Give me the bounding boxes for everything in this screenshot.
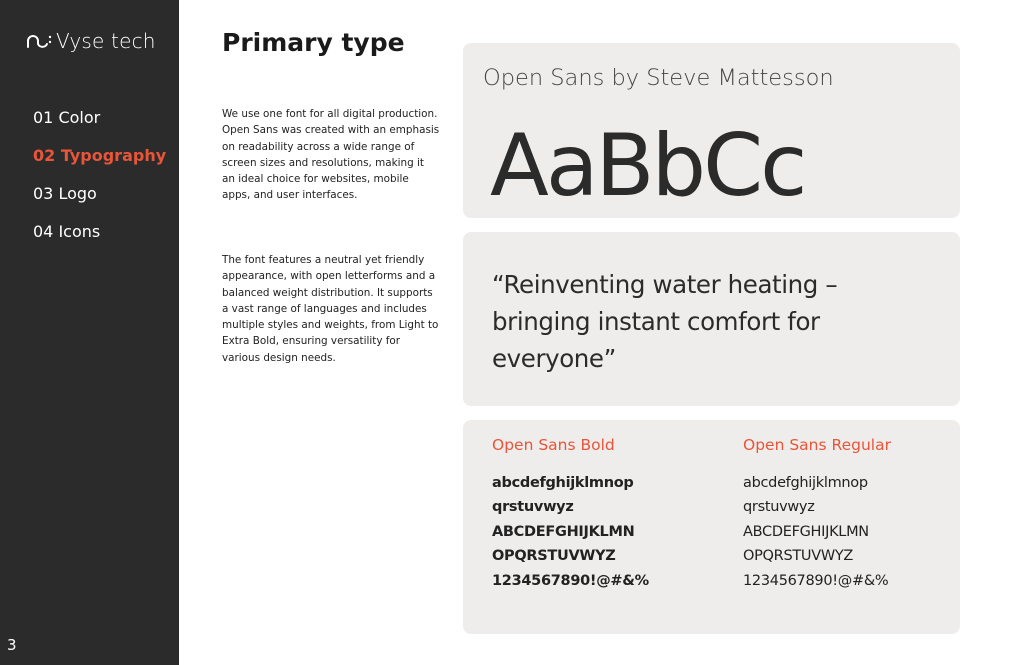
nav-item-icons[interactable]: 04 Icons (33, 222, 101, 241)
glyph-line: 1234567890!@#&% (743, 572, 889, 589)
bold-weight-title: Open Sans Bold (492, 436, 615, 454)
font-specimen: AaBbCc (490, 116, 805, 216)
brand-logo[interactable] (26, 29, 156, 53)
glyph-line: OPQRSTUVWYZ (743, 548, 854, 565)
quote-card (463, 232, 960, 406)
font-credit: Open Sans by Steve Mattesson (483, 65, 834, 91)
font-specimen-card (463, 43, 960, 218)
nav-item-typography[interactable]: 02 Typography (33, 146, 167, 165)
sidebar (0, 0, 179, 665)
details-paragraph: The font features a neutral yet friendly appearance, with open letterforms and a balanced weight distribution. It supports a vast range of languages and includes multiple styles and weights, from Light to Extra Bold, ensuring versatility for various design needs. (222, 254, 439, 364)
regular-weight-title: Open Sans Regular (743, 436, 891, 454)
glyph-line: abcdefghijklmnop (743, 475, 868, 491)
regular-glyph-column (743, 436, 891, 593)
glyph-line: qrstuvwyz (743, 499, 815, 516)
brand-name: Vyse tech (56, 29, 156, 53)
bold-glyph-column (492, 436, 649, 593)
glyph-line: ABCDEFGHIJKLMN (743, 523, 869, 540)
glyph-line: ABCDEFGHIJKLMN (492, 523, 635, 540)
nav-item-color[interactable]: 01 Color (33, 108, 101, 127)
glyph-set-card (463, 420, 960, 634)
brand-quote: “Reinventing water heating – bringing instant comfort for everyone” (492, 270, 838, 373)
page-number: 3 (7, 636, 17, 654)
wave-logo-icon (26, 32, 52, 50)
page-title: Primary type (222, 28, 405, 57)
glyph-line: 1234567890!@#&% (492, 572, 649, 589)
section-nav (33, 107, 166, 259)
glyph-line: qrstuvwyz (492, 499, 574, 516)
intro-paragraph: We use one font for all digital production. Open Sans was created with an emphasis on readability across a wide range of screen sizes and resolutions, making it an ideal choice for websites, mobile apps, and user interfaces. (222, 108, 440, 202)
glyph-line: OPQRSTUVWYZ (492, 548, 616, 565)
glyph-line: abcdefghijklmnop (492, 475, 634, 491)
nav-item-logo[interactable]: 03 Logo (33, 184, 97, 203)
